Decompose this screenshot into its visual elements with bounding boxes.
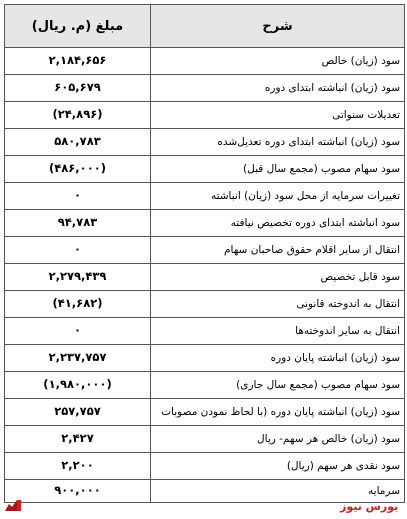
table-row [5, 129, 405, 156]
table-row [5, 102, 405, 129]
row-amount: (۴۸۶,۰۰۰) [5, 156, 151, 183]
table-row [5, 426, 405, 453]
table-row [5, 345, 405, 372]
brand-watermark [4, 497, 22, 513]
row-description: سرمایه [151, 480, 405, 503]
row-amount: ۰ [5, 318, 151, 345]
row-description: سود انباشته ابتدای دوره تخصیص نیافته [151, 210, 405, 237]
table-row [5, 291, 405, 318]
row-description: سود سهام مصوب (مجمع سال جاری) [151, 372, 405, 399]
table-row [5, 48, 405, 75]
row-description: سود نقدی هر سهم (ریال) [151, 453, 405, 480]
row-amount: ۲,۱۸۴,۶۵۶ [5, 48, 151, 75]
table-row [5, 183, 405, 210]
table-header-row [5, 5, 405, 48]
row-amount: ۲,۲۳۷,۷۵۷ [5, 345, 151, 372]
row-amount: ۲,۴۲۷ [5, 426, 151, 453]
row-amount: (۴۱,۶۸۲) [5, 291, 151, 318]
row-amount: ۲,۲۷۹,۴۳۹ [5, 264, 151, 291]
row-description: سود قابل تخصیص [151, 264, 405, 291]
amount-column-header: مبلغ (م. ریال) [5, 5, 151, 48]
table-row [5, 156, 405, 183]
brand-name: بورس نیوز [340, 500, 399, 513]
row-description: سود (زیان) انباشته پایان دوره (با لحاظ نمودن مصوبات [151, 399, 405, 426]
row-amount: ۰ [5, 183, 151, 210]
row-amount: (۱,۹۸۰,۰۰۰) [5, 372, 151, 399]
description-column-header: شرح [151, 5, 405, 48]
row-description: انتقال از سایر اقلام حقوق صاحبان سهام [151, 237, 405, 264]
row-amount: ۰ [5, 237, 151, 264]
row-amount: ۲۵۷,۷۵۷ [5, 399, 151, 426]
row-description: سود (زیان) خالص هر سهم- ریال [151, 426, 405, 453]
row-description: سود (زیان) انباشته ابتدای دوره [151, 75, 405, 102]
row-description: سود (زیان) انباشته پایان دوره [151, 345, 405, 372]
table-body [5, 48, 405, 503]
table-row [5, 237, 405, 264]
row-amount: ۵۸۰,۷۸۳ [5, 129, 151, 156]
table-row [5, 399, 405, 426]
row-description: تغییرات سرمایه از محل سود (زیان) انباشته [151, 183, 405, 210]
row-amount: ۶۰۵,۶۷۹ [5, 75, 151, 102]
profit-allocation-table [4, 4, 405, 503]
row-amount: (۲۴,۸۹۶) [5, 102, 151, 129]
financial-table-container [4, 4, 404, 503]
row-description: انتقال به اندوخته قانونی [151, 291, 405, 318]
row-description: سود (زیان) خالص [151, 48, 405, 75]
row-description: سود سهام مصوب (مجمع سال قبل) [151, 156, 405, 183]
row-amount: ۲,۲۰۰ [5, 453, 151, 480]
table-row [5, 75, 405, 102]
table-row [5, 318, 405, 345]
table-row [5, 210, 405, 237]
table-row [5, 372, 405, 399]
row-description: سود (زیان) انباشته ابتدای دوره تعدیل‌شده [151, 129, 405, 156]
row-description: انتقال به سایر اندوخته‌ها [151, 318, 405, 345]
row-description: تعدیلات سنواتی [151, 102, 405, 129]
bourse-news-logo-icon [4, 498, 22, 512]
row-amount: ۹۴,۷۸۳ [5, 210, 151, 237]
row-amount: ۹۰۰,۰۰۰ [5, 480, 151, 503]
table-row [5, 453, 405, 480]
table-row [5, 264, 405, 291]
